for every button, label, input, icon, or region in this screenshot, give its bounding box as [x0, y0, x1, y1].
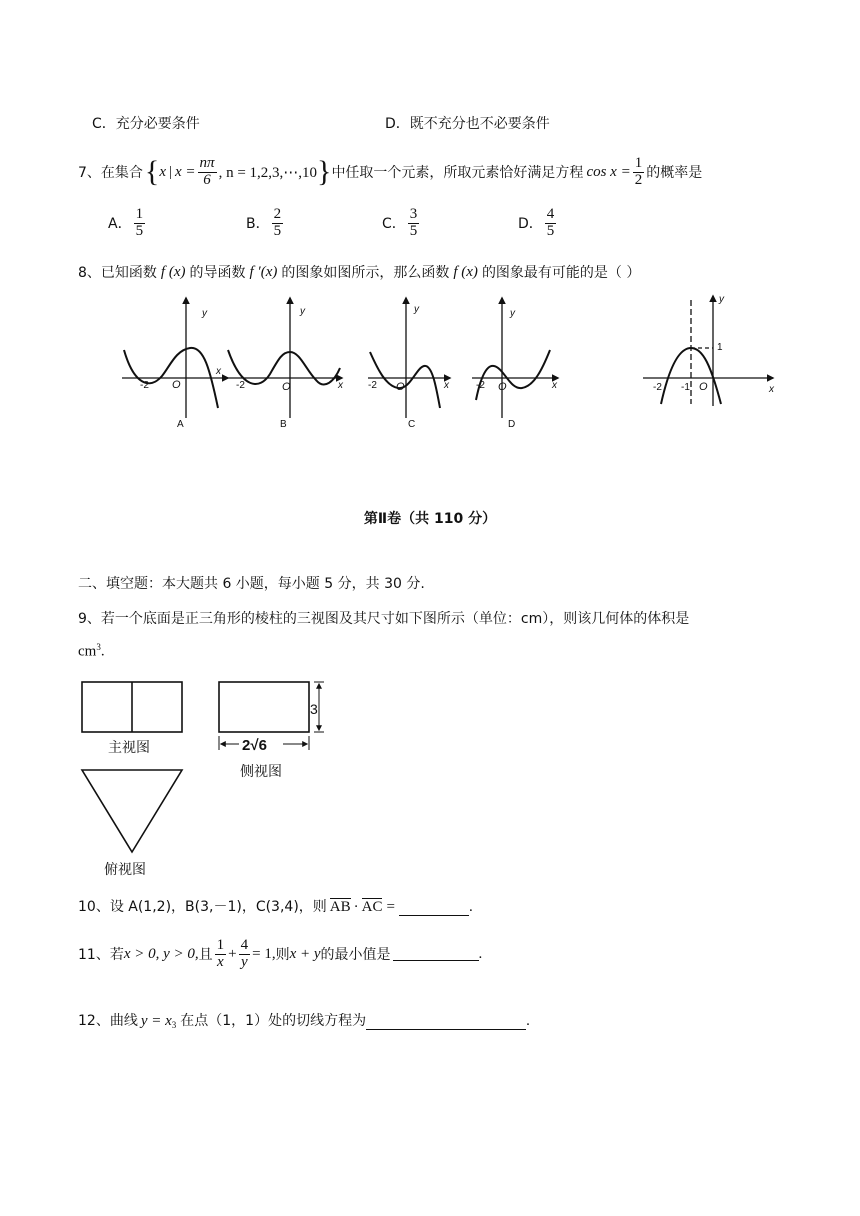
q7-middle: 中任取一个元素，所取元素恰好满足方程	[331, 165, 584, 181]
q7-option-b	[246, 207, 285, 240]
side-width-label: 2√6	[242, 737, 267, 754]
graph-b-origin: O	[282, 381, 291, 393]
q11-frac1-num: 1	[216, 937, 225, 953]
q8-option-graphs	[110, 290, 580, 440]
q8-derivative-graph	[635, 290, 780, 410]
q11-qie: 且	[198, 947, 213, 964]
graph-c-y-label: y	[414, 304, 419, 315]
graph-c-tick: -2	[368, 380, 377, 391]
deriv-origin: O	[699, 381, 708, 393]
deriv-tick-1: 1	[717, 342, 723, 353]
q10-vector-ab: AB	[329, 899, 351, 915]
q11-frac1	[215, 938, 227, 971]
q7-prefix: 7、在集合	[78, 165, 143, 181]
q11-frac2-den: y	[241, 953, 248, 970]
q11-answer-blank[interactable]	[393, 948, 479, 961]
q7-option-fraction	[408, 207, 420, 240]
q7-option-num: 2	[273, 206, 282, 222]
graph-d-tick: -2	[476, 380, 485, 391]
graph-b-label: B	[280, 419, 287, 430]
graph-a-y-label: y	[202, 308, 207, 319]
q10-dot: ·	[353, 899, 359, 915]
q8-f3: f (x)	[453, 263, 478, 280]
q7-option-num: 1	[135, 206, 144, 222]
graph-a-origin: O	[172, 379, 181, 391]
q7-option-num: 3	[409, 206, 418, 222]
deriv-tick-neg2: -2	[653, 382, 662, 393]
graph-b-x-label: x	[338, 380, 343, 391]
section-2-title: 第Ⅱ卷（共 110 分）	[363, 511, 497, 527]
graph-a-x-label: x	[216, 366, 221, 377]
q9-unit-sup: 3	[96, 642, 101, 652]
q7-option-den: 5	[135, 222, 144, 239]
q12-middle: 在点（1，1）处的切线方程为	[180, 1013, 367, 1029]
graph-c-label: C	[408, 419, 416, 430]
q12-curve-sup: 3	[171, 1020, 177, 1030]
q7-frac-den: 6	[203, 171, 211, 188]
q11-cond: x > 0, y > 0,	[123, 945, 199, 962]
graph-d-origin: O	[498, 381, 507, 393]
right-brace: }	[317, 155, 332, 188]
q7-eq-lhs: cos x =	[586, 163, 631, 180]
graph-c-curve	[370, 352, 440, 408]
q12-end: .	[526, 1013, 530, 1029]
q7-option-num: 4	[546, 206, 555, 222]
side-height-label: 3	[310, 701, 318, 717]
q7-option-label: D．	[518, 216, 543, 233]
question-12	[78, 1010, 530, 1030]
q10-vector-ac: AC	[361, 899, 383, 915]
q7-set-eq: x =	[175, 163, 196, 180]
q7-option-label: A．	[108, 216, 132, 233]
graph-a-label: A	[177, 419, 184, 430]
graph-d-x-label: x	[552, 380, 557, 391]
q7-option-den: 5	[409, 222, 418, 239]
q11-expr: x + y	[289, 945, 321, 962]
left-brace: {	[144, 155, 160, 188]
q12-curve: y = x	[140, 1013, 172, 1029]
question-11	[78, 938, 482, 971]
q11-plus: +	[228, 945, 237, 962]
q7-set-fraction	[198, 156, 217, 189]
three-view-drawing	[78, 678, 338, 880]
deriv-y-label: y	[719, 294, 724, 305]
top-view-triangle	[82, 770, 182, 852]
front-view-label: 主视图	[108, 739, 150, 755]
q7-option-c	[382, 207, 421, 240]
q10-answer-blank[interactable]	[399, 903, 469, 916]
top-view-label: 俯视图	[104, 861, 146, 877]
q7-divider: |	[169, 163, 173, 180]
q8-p3: 的图象如图所示，那么函数	[281, 265, 450, 281]
q7-option-fraction	[272, 207, 284, 240]
q7-option-fraction	[545, 207, 557, 240]
q9-end: .	[100, 643, 105, 660]
q7-suffix: 的概率是	[646, 165, 703, 181]
side-view-rect	[219, 682, 309, 732]
q11-frac2	[239, 938, 251, 971]
q7-eq-num: 1	[634, 154, 643, 171]
q7-option-label: B．	[246, 216, 270, 233]
q10-prefix: 10、设 A(1,2)，B(3,－1)，C(3,4)，则	[78, 899, 327, 915]
q10-equals: =	[386, 899, 395, 915]
q7-option-d	[518, 207, 558, 240]
graph-b-tick: -2	[236, 380, 245, 391]
q12-prefix: 12、曲线	[78, 1013, 138, 1029]
graph-c-x-label: x	[444, 380, 449, 391]
q9-line1: 9、若一个底面是正三角形的棱柱的三视图及其尺寸如下图所示（单位：cm），则该几何体的体积是	[78, 611, 690, 627]
deriv-tick-neg1: -1	[681, 382, 690, 393]
q11-tail: 的最小值是	[320, 947, 391, 964]
q7-eq-fraction	[633, 156, 645, 189]
q8-p1: 8、已知函数	[78, 265, 157, 281]
q8-p2: 的导函数	[189, 265, 246, 281]
q7-set-var: x	[159, 163, 166, 180]
q11-prefix: 11、若	[78, 947, 124, 964]
side-view-label: 侧视图	[240, 763, 282, 779]
graph-d-curve	[476, 350, 550, 400]
q8-f1: f (x)	[160, 263, 186, 280]
q10-end: .	[468, 899, 473, 915]
question-10	[78, 896, 473, 916]
graph-d-y-label: y	[510, 308, 515, 319]
q7-option-den: 5	[273, 222, 282, 239]
graph-b-y-label: y	[300, 306, 305, 317]
graph-c-origin: O	[396, 381, 405, 393]
q12-answer-blank[interactable]	[366, 1017, 526, 1030]
q7-set-tail: , n = 1,2,3,⋯,10	[218, 164, 318, 181]
q11-ze: 则	[275, 947, 290, 964]
q11-frac1-den: x	[217, 953, 224, 970]
question-8	[78, 262, 640, 282]
question-7	[78, 152, 702, 192]
q7-eq-den: 2	[634, 171, 643, 188]
q6-option-c: C．充分必要条件	[92, 116, 200, 132]
q11-end: .	[478, 945, 483, 962]
graph-a-tick: -2	[140, 380, 149, 391]
q9-line2	[78, 642, 105, 661]
q7-option-den: 5	[546, 222, 555, 239]
fill-section-heading: 二、填空题：本大题共 6 小题，每小题 5 分，共 30 分.	[78, 576, 425, 592]
deriv-x-label: x	[769, 384, 774, 395]
q7-option-label: C．	[382, 216, 406, 233]
q8-p4: 的图象最有可能的是（ ）	[481, 265, 641, 281]
q11-eq1: = 1,	[252, 945, 276, 962]
q9-unit: cm	[78, 643, 97, 660]
q6-option-d: D．既不充分也不必要条件	[385, 116, 550, 132]
q7-option-a	[108, 207, 147, 240]
graph-d-label: D	[508, 419, 516, 430]
q7-frac-num: nπ	[199, 154, 215, 171]
q11-frac2-num: 4	[240, 937, 249, 953]
q8-f2: f ′(x)	[249, 263, 278, 280]
q7-option-fraction	[134, 207, 146, 240]
